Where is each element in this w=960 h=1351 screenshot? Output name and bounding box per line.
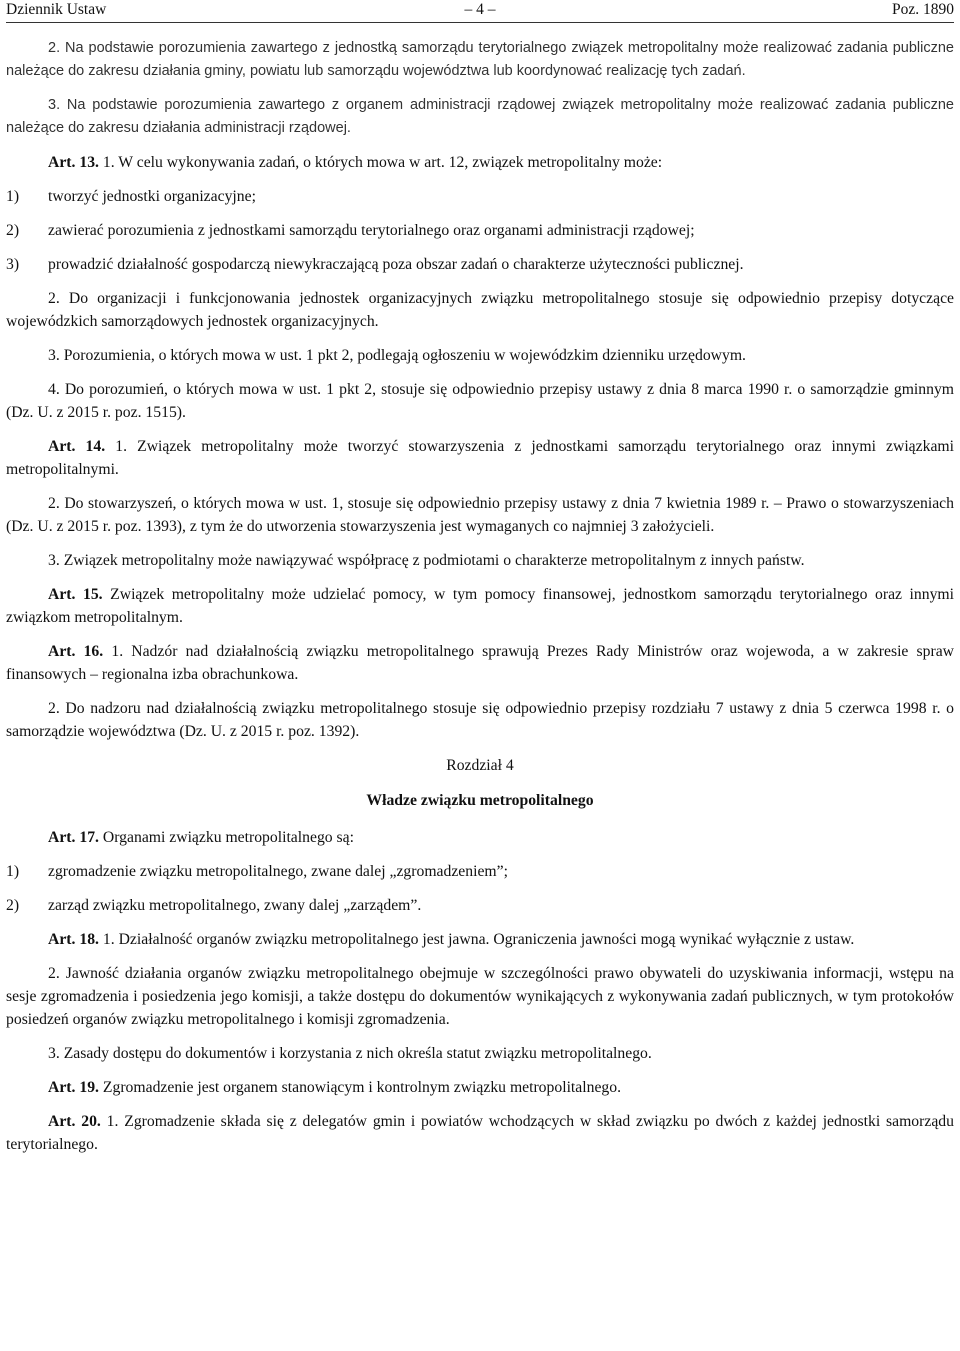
list-text: zawierać porozumienia z jednostkami samorządu terytorialnego oraz organami administracji rządowej; xyxy=(48,222,695,239)
article-label: Art. 16. xyxy=(48,643,104,660)
page-number: – 4 – xyxy=(464,1,496,18)
paragraph: 3. Na podstawie porozumienia zawartego z organem administracji rządowej związek metropolitalny może realizować zadania publiczne należące do zakresu działania administracji rządowej. xyxy=(6,97,954,136)
list-text: zgromadzenie związku metropolitalnego, zwane dalej „zgromadzeniem”; xyxy=(48,863,508,880)
list-item xyxy=(6,219,954,242)
article-14 xyxy=(6,435,954,481)
paragraph: 2. Jawność działania organów związku metropolitalnego obejmuje w szczególności prawo obywateli do uzyskiwania informacji, wstępu na sesje zgromadzenia i posiedzenia jego komisji, a także dostępu do dokumentów wynikających z wykonywania zadań publicznych, w tym protokołów posiedzeń organów związku metropolitalnego i komisji zgromadzenia. xyxy=(6,965,954,1028)
list-item xyxy=(6,894,954,917)
paragraph: 2. Do organizacji i funkcjonowania jednostek organizacyjnych związku metropolitalnego stosuje się odpowiednio przepisy dotyczące wojewódzkich samorządowych jednostek organizacyjnych. xyxy=(6,290,954,330)
article-text: 1. Zgromadzenie składa się z delegatów gmin i powiatów wchodzących w skład związku po dwóch z każdej jednostki samorządu terytorialnego. xyxy=(6,1113,954,1153)
paragraph: 4. Do porozumień, o których mowa w ust. 1 pkt 2, stosuje się odpowiednio przepisy ustawy z dnia 8 marca 1990 r. o samorządzie gminnym (Dz. U. z 2015 r. poz. 1515). xyxy=(6,381,954,421)
article-label: Art. 15. xyxy=(48,586,103,603)
article-label: Art. 20. xyxy=(48,1113,101,1130)
article-text: 1. Działalność organów związku metropolitalnego jest jawna. Ograniczenia jawności mogą wynikać wyłącznie z ustaw. xyxy=(98,931,855,948)
journal-title: Dziennik Ustaw xyxy=(6,1,107,18)
list-number: 3) xyxy=(6,256,20,273)
article-text: 1. W celu wykonywania zadań, o których mowa w art. 12, związek metropolitalny może: xyxy=(98,154,663,171)
article-text: 1. Związek metropolitalny może tworzyć stowarzyszenia z jednostkami samorządu terytorialnego oraz innymi związkami metropolitalnymi. xyxy=(6,438,954,478)
article-text: 1. Nadzór nad działalnością związku metropolitalnego sprawują Prezes Rady Ministrów oraz wojewoda, a w zakresie spraw finansowych – regionalna izba obrachunkowa. xyxy=(6,643,954,683)
article-13 xyxy=(6,151,954,174)
list-item xyxy=(6,253,954,276)
paragraph: 3. Porozumienia, o których mowa w ust. 1 pkt 2, podlegają ogłoszeniu w wojewódzkim dzienniku urzędowym. xyxy=(48,347,746,364)
article-18 xyxy=(6,928,954,951)
list-text: zarząd związku metropolitalnego, zwany dalej „zarządem”. xyxy=(48,897,422,914)
list-number: 2) xyxy=(6,897,20,914)
list-number: 1) xyxy=(6,188,20,205)
article-17 xyxy=(6,826,954,849)
chapter-number: Rozdział 4 xyxy=(446,757,514,774)
paragraph: 3. Zasady dostępu do dokumentów i korzystania z nich określa statut związku metropolitalnego. xyxy=(48,1045,652,1062)
article-label: Art. 14. xyxy=(48,438,106,455)
list-number: 1) xyxy=(6,863,20,880)
article-text: Związek metropolitalny może udzielać pomocy, w tym pomocy finansowej, jednostkom samorządu terytorialnego oraz innymi związkom metropolitalnym. xyxy=(6,586,954,626)
list-text: tworzyć jednostki organizacyjne; xyxy=(48,188,256,205)
article-text: Zgromadzenie jest organem stanowiącym i kontrolnym związku metropolitalnego. xyxy=(98,1079,622,1096)
article-label: Art. 18. xyxy=(48,931,99,948)
list-item xyxy=(6,185,954,208)
paragraph: 2. Do stowarzyszeń, o których mowa w ust. 1, stosuje się odpowiednio przepisy ustawy z dnia 7 kwietnia 1989 r. – Prawo o stowarzyszeniach (Dz. U. z 2015 r. poz. 1393), z tym że do utworzenia stowarzyszenia jest wymaganych co najmniej 3 założycieli. xyxy=(6,495,954,535)
list-number: 2) xyxy=(6,222,20,239)
article-16 xyxy=(6,640,954,686)
list-item xyxy=(6,860,954,883)
article-20 xyxy=(6,1110,954,1156)
chapter-title: Władze związku metropolitalnego xyxy=(366,792,594,809)
paragraph: 2. Do nadzoru nad działalnością związku metropolitalnego stosuje się odpowiednio przepisy rozdziału 7 ustawy z dnia 5 czerwca 1998 r. o samorządzie województwa (Dz. U. z 2015 r. poz. 1392). xyxy=(6,700,954,740)
document-body xyxy=(6,37,954,1156)
article-text: Organami związku metropolitalnego są: xyxy=(98,829,354,846)
position-number: Poz. 1890 xyxy=(892,1,954,18)
article-19 xyxy=(6,1076,954,1099)
page-header xyxy=(6,0,954,23)
paragraph: 3. Związek metropolitalny może nawiązywać współpracę z podmiotami o charakterze metropolitalnym z innych państw. xyxy=(48,552,805,569)
article-label: Art. 19. xyxy=(48,1079,99,1096)
article-label: Art. 13. xyxy=(48,154,99,171)
list-text: prowadzić działalność gospodarczą niewykraczającą poza obszar zadań o charakterze użyteczności publicznej. xyxy=(48,256,744,273)
article-15 xyxy=(6,583,954,629)
article-label: Art. 17. xyxy=(48,829,99,846)
paragraph: 2. Na podstawie porozumienia zawartego z jednostką samorządu terytorialnego związek metropolitalny może realizować zadania publiczne należące do zakresu działania gminy, powiatu lub samorządu województwa lub koordynować realizację tych zadań. xyxy=(6,40,954,79)
